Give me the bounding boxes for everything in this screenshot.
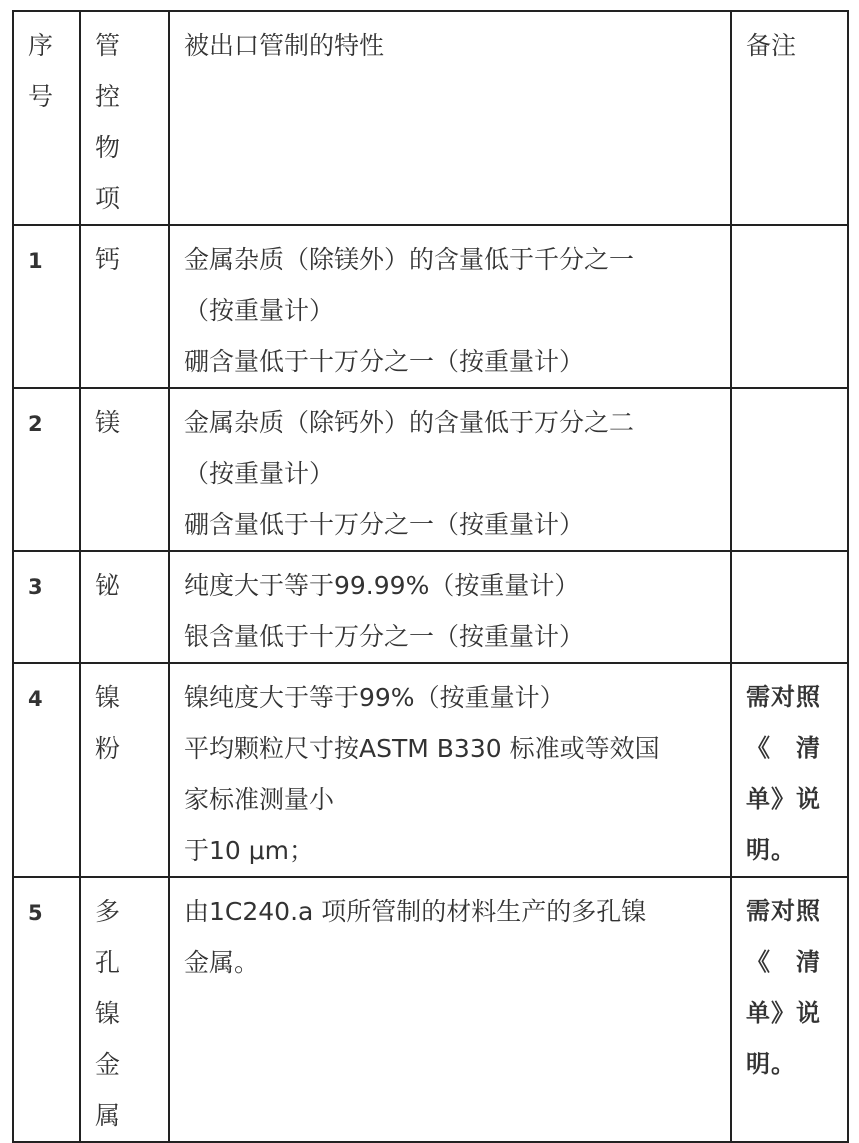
table-row (13, 388, 848, 551)
row-seq: 1 (13, 225, 80, 388)
export-control-table (12, 10, 849, 1143)
row-remark (731, 388, 848, 551)
row-feature: 镍纯度大于等于99%（按重量计） 平均颗粒尺寸按ASTM B330 标准或等效国 家标准测量小 于10 μm； (169, 663, 731, 877)
row-feature: 纯度大于等于99.99%（按重量计） 银含量低于十万分之一（按重量计） (169, 551, 731, 663)
row-remark: 需对照 《 清 单》说 明。 (731, 877, 848, 1142)
header-remark: 备注 (731, 11, 848, 225)
row-seq: 5 (13, 877, 80, 1142)
row-seq: 3 (13, 551, 80, 663)
header-item: 管 控 物 项 (80, 11, 169, 225)
row-remark (731, 225, 848, 388)
row-remark: 需对照 《 清 单》说 明。 (731, 663, 848, 877)
row-seq: 2 (13, 388, 80, 551)
table-row (13, 663, 848, 877)
row-remark (731, 551, 848, 663)
header-row (13, 11, 848, 225)
row-feature: 金属杂质（除镁外）的含量低于千分之一 （按重量计） 硼含量低于十万分之一（按重量计） (169, 225, 731, 388)
row-feature: 由1C240.a 项所管制的材料生产的多孔镍 金属。 (169, 877, 731, 1142)
header-seq: 序 号 (13, 11, 80, 225)
row-item: 多 孔 镍 金 属 (80, 877, 169, 1142)
table-row (13, 225, 848, 388)
row-feature: 金属杂质（除钙外）的含量低于万分之二 （按重量计） 硼含量低于十万分之一（按重量计） (169, 388, 731, 551)
row-item: 镁 (80, 388, 169, 551)
row-seq: 4 (13, 663, 80, 877)
row-item: 铋 (80, 551, 169, 663)
row-item: 钙 (80, 225, 169, 388)
row-item: 镍 粉 (80, 663, 169, 877)
table-row (13, 551, 848, 663)
table-row (13, 877, 848, 1142)
header-feature: 被出口管制的特性 (169, 11, 731, 225)
